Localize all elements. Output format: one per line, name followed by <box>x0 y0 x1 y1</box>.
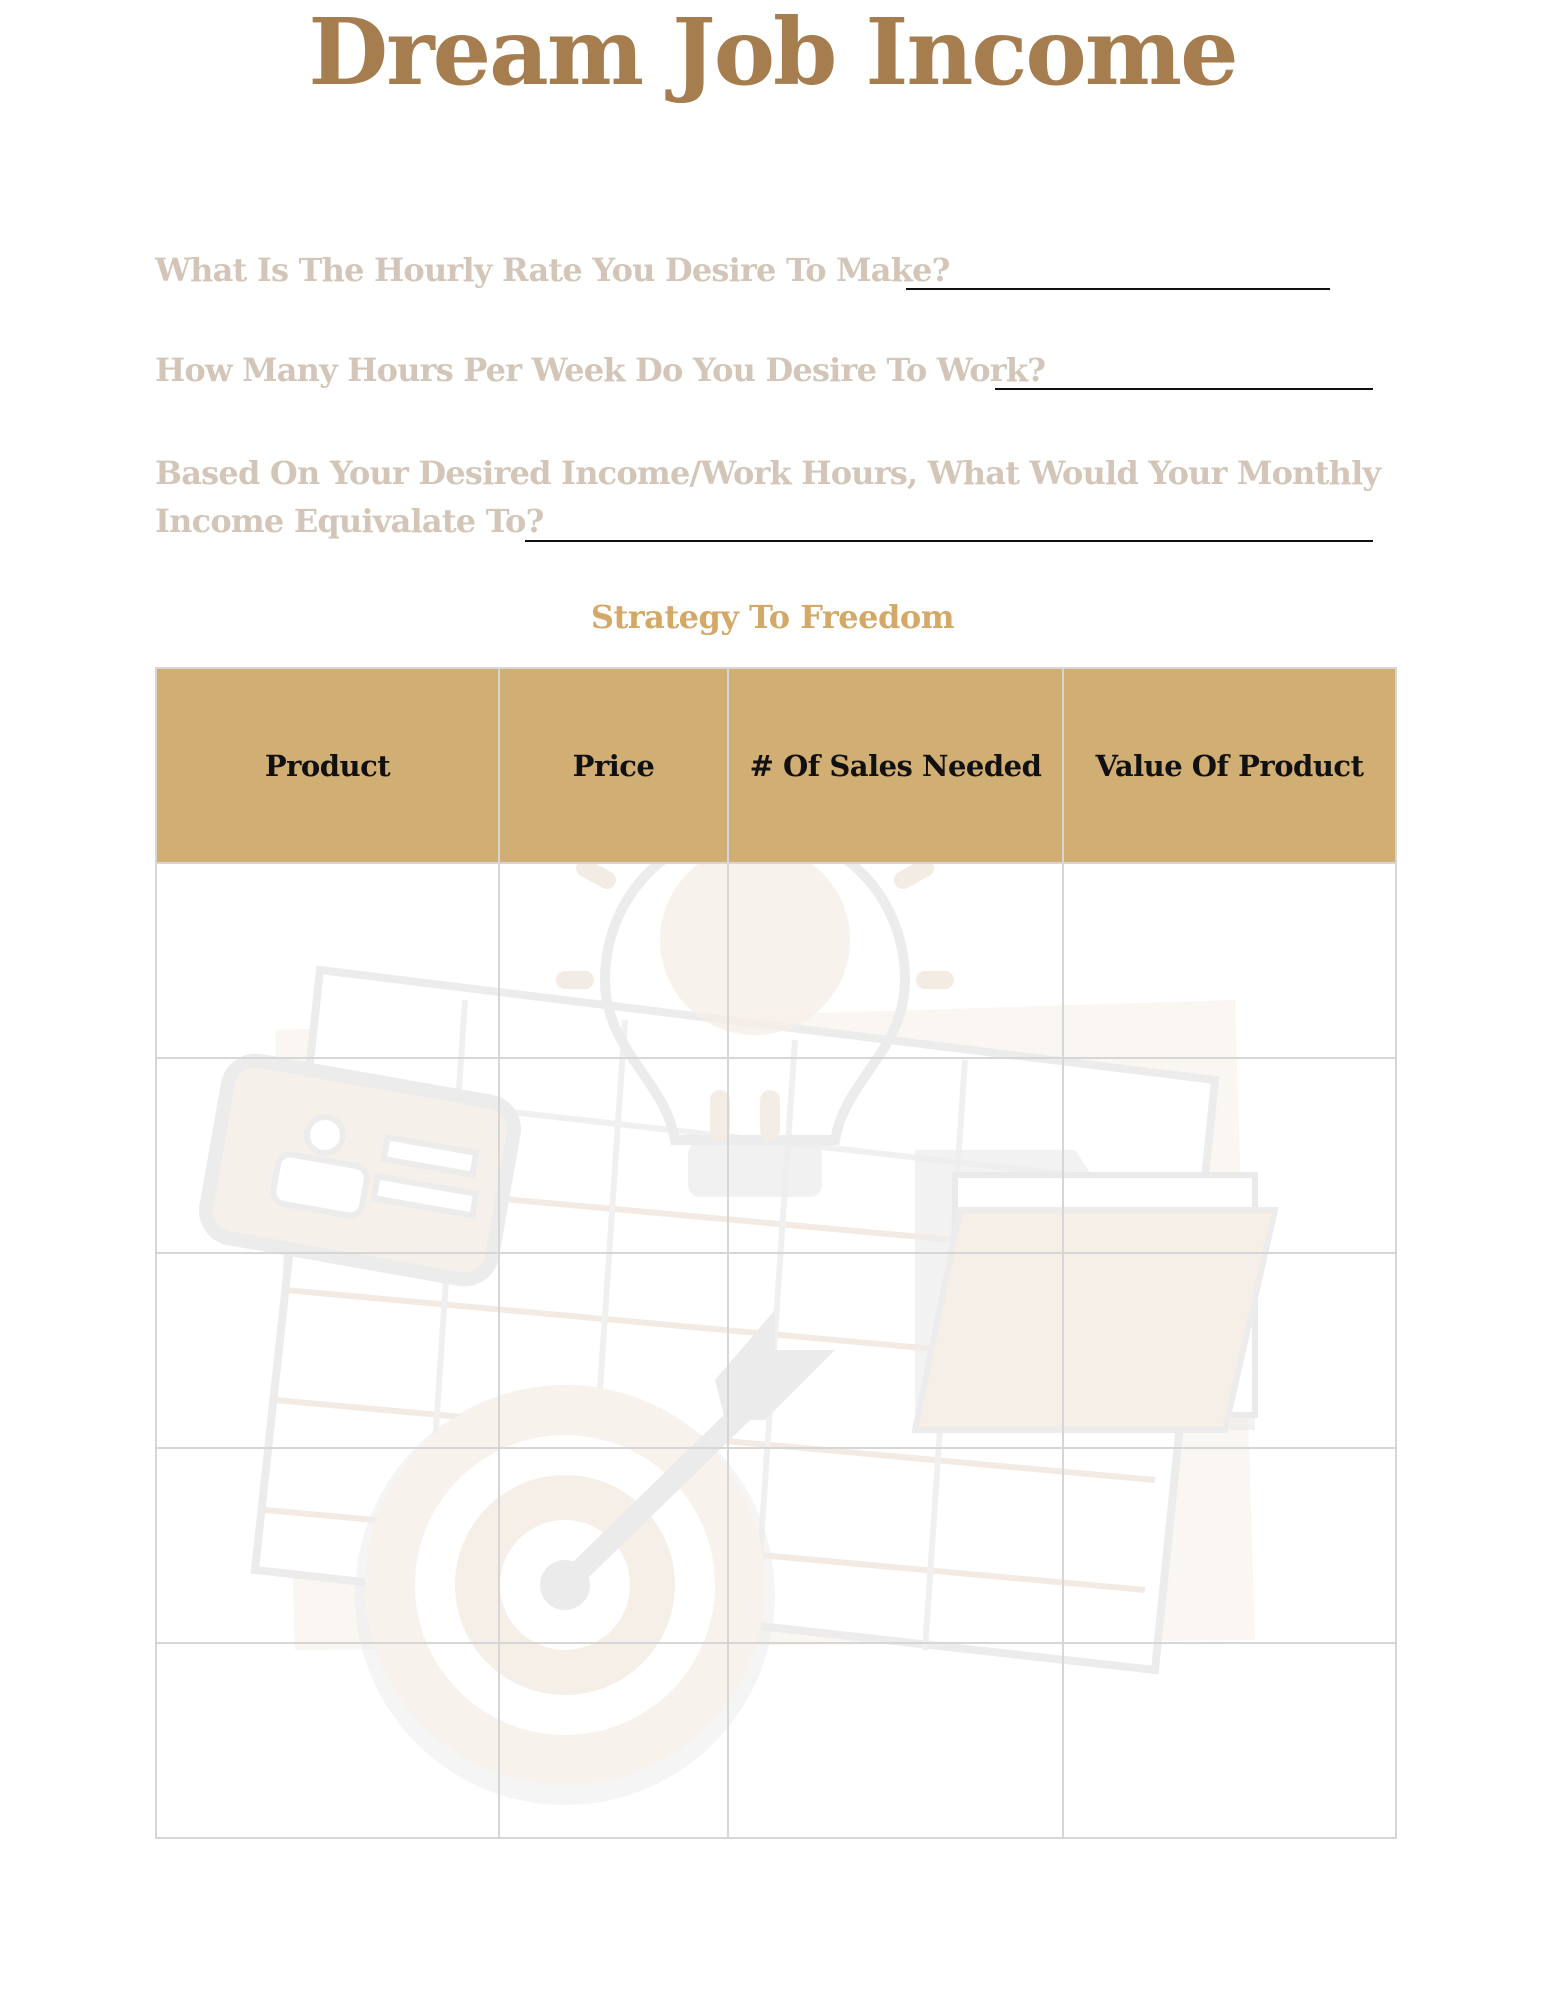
strategy-table <box>155 667 1397 1839</box>
section-title: Strategy To Freedom <box>590 598 955 636</box>
table-cell[interactable] <box>499 863 728 1058</box>
table-cell[interactable] <box>499 1643 728 1838</box>
table-cell[interactable] <box>728 863 1063 1058</box>
monthly-income-answer-line[interactable] <box>525 540 1373 542</box>
header-price: Price <box>499 668 728 863</box>
hours-per-week-question: How Many Hours Per Week Do You Desire To Work? <box>155 351 1046 389</box>
table-header-row <box>156 668 1396 863</box>
table-cell[interactable] <box>728 1253 1063 1448</box>
table-cell[interactable] <box>156 863 499 1058</box>
hourly-rate-answer-line[interactable] <box>906 288 1330 290</box>
page-title: Dream Job Income <box>308 0 1237 106</box>
table-cell[interactable] <box>499 1448 728 1643</box>
header-sales-needed: # Of Sales Needed <box>728 668 1063 863</box>
table-cell[interactable] <box>1063 1643 1396 1838</box>
table-cell[interactable] <box>728 1058 1063 1253</box>
table-cell[interactable] <box>156 1643 499 1838</box>
table-cell[interactable] <box>728 1448 1063 1643</box>
table-cell[interactable] <box>1063 1058 1396 1253</box>
table-row <box>156 1058 1396 1253</box>
monthly-income-question-line1: Based On Your Desired Income/Work Hours, What Would Your Monthly <box>155 454 1381 492</box>
table-row <box>156 1253 1396 1448</box>
table-row <box>156 1643 1396 1838</box>
table-cell[interactable] <box>728 1643 1063 1838</box>
table-cell[interactable] <box>1063 1448 1396 1643</box>
table-cell[interactable] <box>1063 863 1396 1058</box>
table-cell[interactable] <box>156 1448 499 1643</box>
header-value-of-product: Value Of Product <box>1063 668 1396 863</box>
table-cell[interactable] <box>1063 1253 1396 1448</box>
table-cell[interactable] <box>499 1253 728 1448</box>
table-cell[interactable] <box>156 1058 499 1253</box>
hours-per-week-answer-line[interactable] <box>995 388 1373 390</box>
table-cell[interactable] <box>156 1253 499 1448</box>
table-row <box>156 1448 1396 1643</box>
monthly-income-question-line2: Income Equivalate To? <box>155 502 544 540</box>
table-cell[interactable] <box>499 1058 728 1253</box>
table-row <box>156 863 1396 1058</box>
header-product: Product <box>156 668 499 863</box>
hourly-rate-question: What Is The Hourly Rate You Desire To Make? <box>155 251 950 289</box>
